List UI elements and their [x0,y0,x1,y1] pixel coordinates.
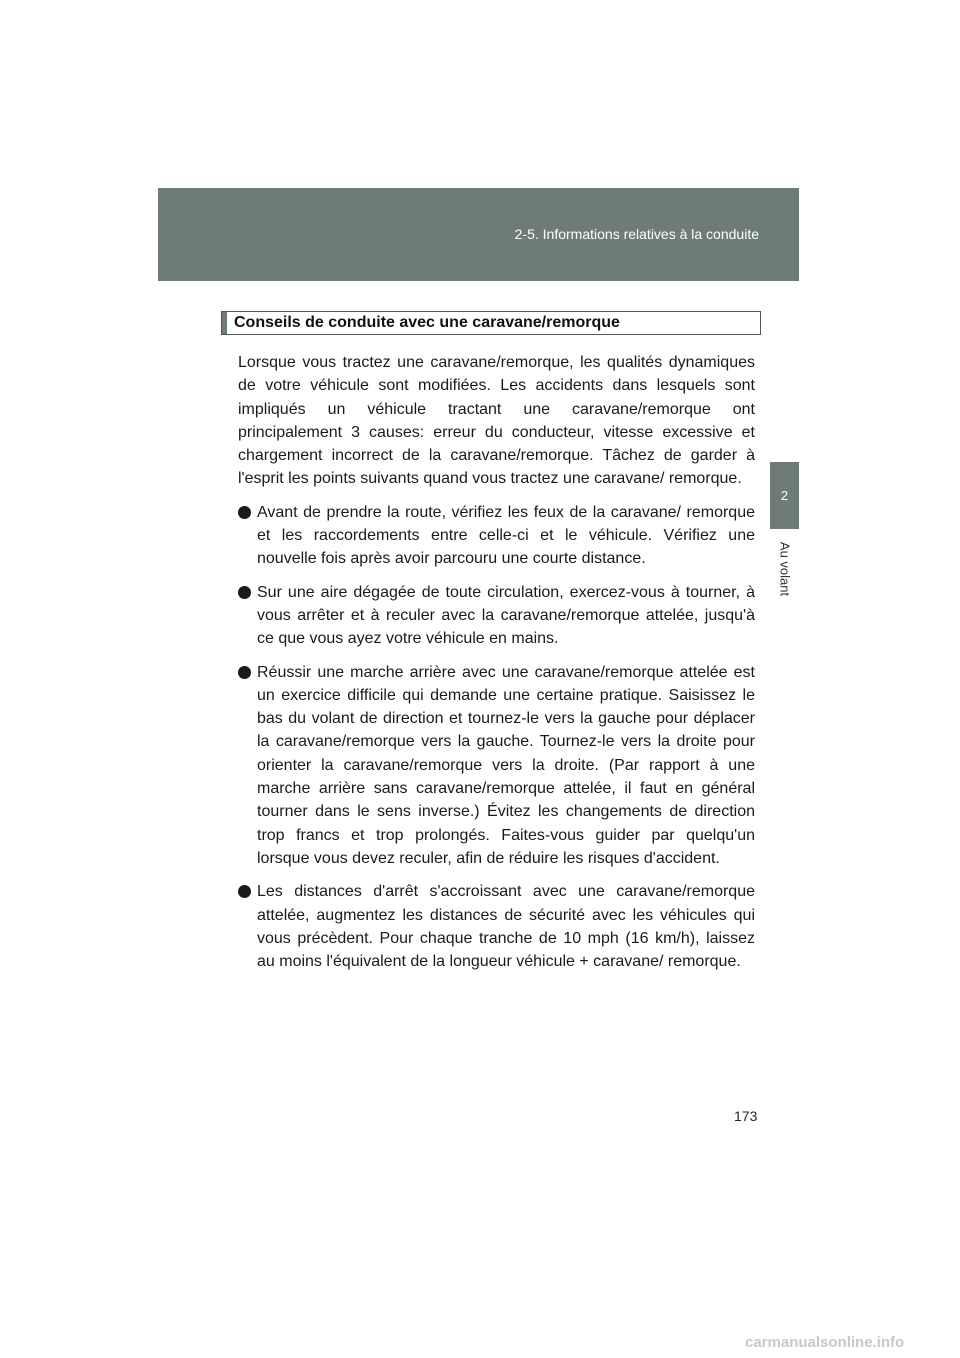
list-item [238,880,755,973]
intro-paragraph: Lorsque vous tractez une caravane/remorque, les qualités dynamiques de votre véhicule sont modifiées. Les accidents dans lesquels sont impliqués un véhicule tractant une caravane/remorque ont principalement 3 causes: erreur du conducteur, vitesse excessive et chargement incorrect de la caravane/remorque. Tâchez de garder à l'esprit les points suivants quand vous tractez une caravane/ remorque. [238,354,755,488]
section-header: 2-5. Informations relatives à la conduite [514,226,759,242]
bullet-icon [238,666,251,679]
page-content [221,311,761,983]
bullet-text: Réussir une marche arrière avec une caravane/remorque attelée est un exercice difficile qui demande une certaine pratique. Saisissez le bas du volant de direction et tournez-le vers la gauche pour déplacer la caravane/remorque vers la gauche. Tournez-le vers la droite pour orienter la caravane/remorque vers la droite. (Par rapport à une marche arrière sans caravane/remorque attelée, il faut en général tourner dans le sens inverse.) Évitez les changements de direction trop francs et trop prolongés. Faites-vous guider par quelqu'un lorsque vous devez reculer, afin de réduire les risques d'accident. [257,663,755,867]
bullet-list [238,501,755,974]
header-bar [158,188,799,281]
bullet-icon [238,885,251,898]
bullet-text: Avant de prendre la route, vérifiez les feux de la caravane/ remorque et les raccordements entre celle-ci et le véhicule. Vérifiez une nouvelle fois après avoir parcouru une courte distance. [257,503,755,568]
bullet-text: Sur une aire dégagée de toute circulation, exercez-vous à tourner, à vous arrêter et à reculer avec la caravane/remorque attelée, jusqu'à ce que vous ayez votre véhicule en mains. [257,583,755,648]
section-title: Conseils de conduite avec une caravane/remorque [221,311,761,335]
chapter-tab: 2 [770,462,799,529]
chapter-label: Au volant [777,541,793,597]
list-item [238,581,755,651]
list-item [238,501,755,571]
list-item [238,661,755,871]
bullet-icon [238,506,251,519]
page-number: 173 [734,1108,758,1124]
bullet-text: Les distances d'arrêt s'accroissant avec une caravane/remorque attelée, augmentez les distances de sécurité avec les véhicules qui vous précèdent. Pour chaque tranche de 10 mph (16 km/h), laissez au moins l'équivalent de la longueur véhicule + caravane/ remorque. [257,883,755,971]
bullet-icon [238,586,251,599]
watermark: carmanualsonline.info [745,1334,905,1351]
